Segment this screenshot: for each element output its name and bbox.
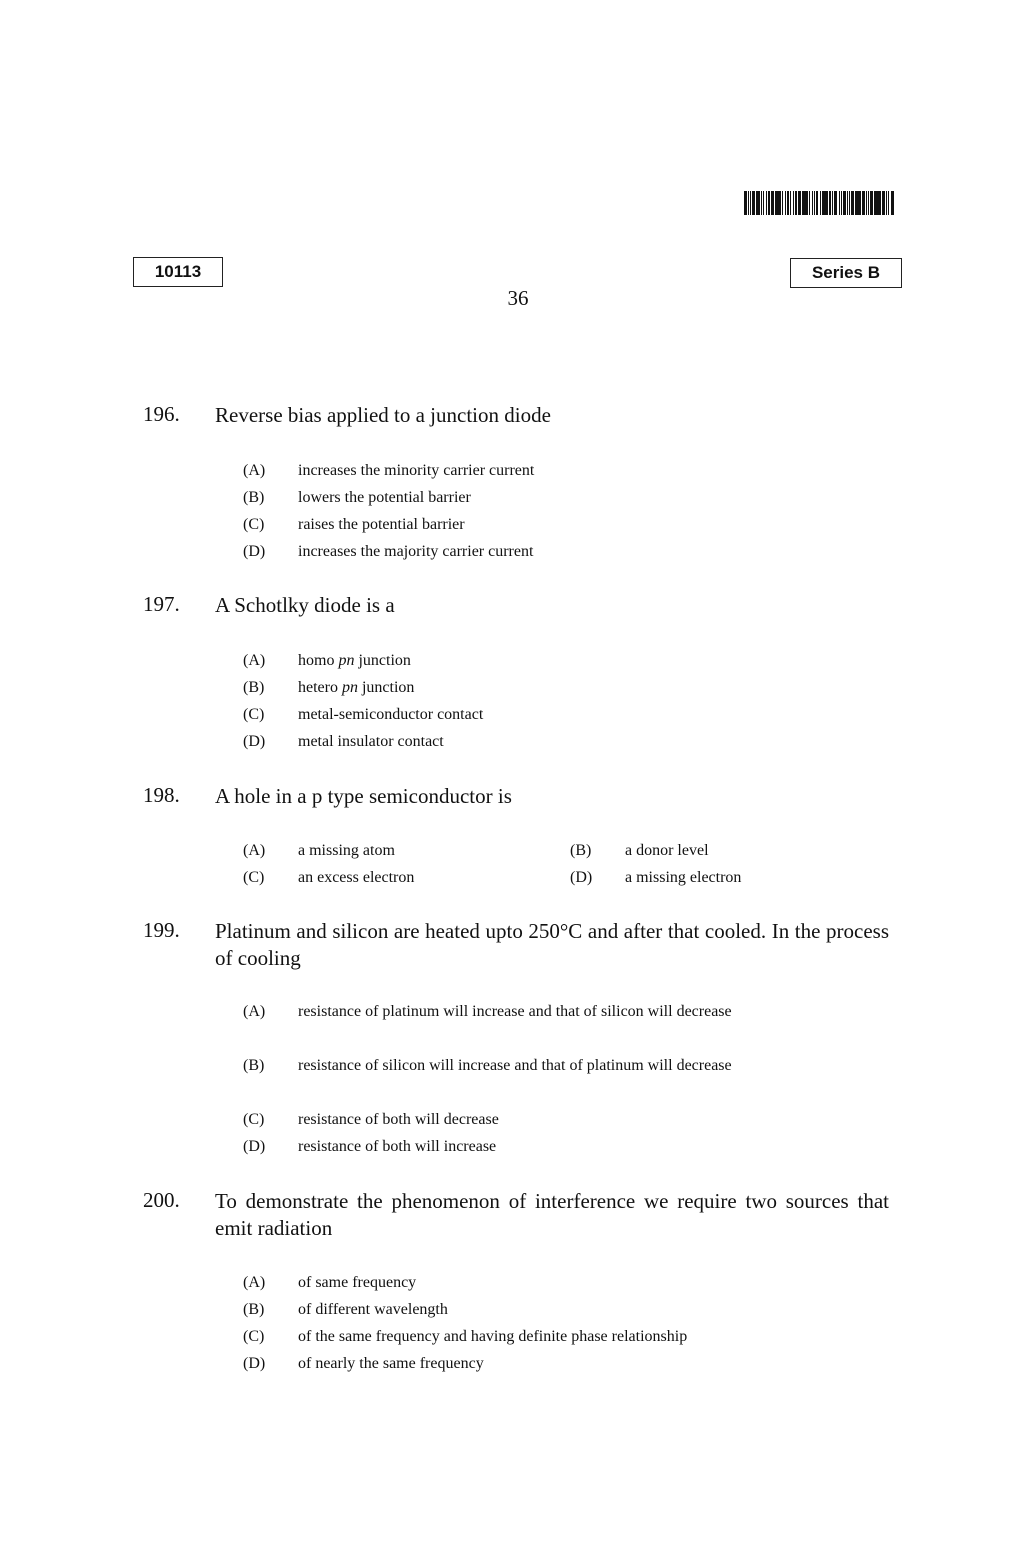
question-number: 197. xyxy=(143,592,180,616)
option-label: (A) xyxy=(243,462,266,479)
barcode-bar xyxy=(809,191,810,215)
barcode-bar xyxy=(787,191,790,215)
option-text: increases the minority carrier current xyxy=(298,462,535,479)
barcode-bar xyxy=(822,191,825,215)
option-text: resistance of both will increase xyxy=(298,1138,497,1155)
option-label: (D) xyxy=(243,543,266,560)
option-text: of the same frequency and having definite phase relationship xyxy=(298,1328,688,1345)
option-text: resistance of silicon will increase and that of platinum will decrease xyxy=(298,1057,732,1074)
option-text: lowers the potential barrier xyxy=(298,489,471,506)
option-text-italic: pn xyxy=(341,679,358,696)
question-text: To demonstrate the phenomenon of interference we require two sources that emit radiation xyxy=(215,1189,889,1240)
option-text: raises the potential barrier xyxy=(298,516,465,533)
barcode-bar xyxy=(878,191,881,215)
option-text xyxy=(298,674,414,701)
barcode-bar xyxy=(756,191,760,215)
option-text: of nearly the same frequency xyxy=(298,1355,484,1372)
option-text: metal insulator contact xyxy=(298,733,444,750)
option-label: (B) xyxy=(243,1057,265,1074)
barcode-bar xyxy=(777,191,781,215)
option-label: (C) xyxy=(243,516,265,533)
option-label: (D) xyxy=(570,869,593,886)
barcode-bar xyxy=(768,191,771,215)
option-text: resistance of platinum will increase and that of silicon will decrease xyxy=(298,1003,732,1020)
option-text-before: homo xyxy=(298,652,339,669)
barcode-bar xyxy=(816,191,819,215)
barcode-bar xyxy=(857,191,861,215)
option-label: (C) xyxy=(243,869,265,886)
question-number: 198. xyxy=(143,783,180,807)
option-text: a donor level xyxy=(625,842,709,859)
barcode-bar xyxy=(891,191,895,215)
option-text: of same frequency xyxy=(298,1274,417,1291)
question-text: Platinum and silicon are heated upto 250°C and after that cooled. In the process of cooling xyxy=(215,919,889,970)
option-text: metal-semiconductor contact xyxy=(298,706,484,723)
barcode-bar xyxy=(763,191,764,215)
option-label: (B) xyxy=(243,1301,265,1318)
option-text: resistance of both will decrease xyxy=(298,1111,499,1128)
barcode-bar xyxy=(834,191,838,215)
barcode-bar xyxy=(882,191,885,215)
question-number: 199. xyxy=(143,918,180,942)
question-number: 200. xyxy=(143,1188,180,1212)
question-text: A hole in a p type semiconductor is xyxy=(215,784,512,808)
page-number: 36 xyxy=(507,286,529,310)
option-text: increases the majority carrier current xyxy=(298,543,534,560)
barcode-bar xyxy=(862,191,865,215)
option-text-after: junction xyxy=(357,679,415,696)
question-number: 196. xyxy=(143,402,180,426)
option-text-before: hetero xyxy=(298,679,342,696)
question-text: Reverse bias applied to a junction diode xyxy=(215,403,551,427)
option-label: (C) xyxy=(243,1328,265,1345)
barcode-bar xyxy=(825,191,828,215)
option-label: (B) xyxy=(243,489,265,506)
option-label: (A) xyxy=(243,1003,266,1020)
option-text xyxy=(298,647,411,674)
barcode-bar xyxy=(804,191,808,215)
barcode-bar xyxy=(795,191,798,215)
barcode-bar xyxy=(888,191,889,215)
barcode-bar xyxy=(744,191,747,215)
barcode-bar xyxy=(782,191,783,215)
paper-code-box: 10113 xyxy=(133,257,223,287)
barcode-bar xyxy=(798,191,801,215)
barcode-bar xyxy=(843,191,846,215)
option-label: (D) xyxy=(243,1138,266,1155)
barcode-bar xyxy=(851,191,854,215)
option-text: a missing atom xyxy=(298,842,395,859)
barcode-bar xyxy=(771,191,774,215)
series-box: Series B xyxy=(790,258,902,288)
option-text: a missing electron xyxy=(625,869,742,886)
option-text: an excess electron xyxy=(298,869,415,886)
option-label: (C) xyxy=(243,1111,265,1128)
barcode-bar xyxy=(870,191,873,215)
barcode-bar xyxy=(752,191,755,215)
option-label: (B) xyxy=(570,842,592,859)
option-text: of different wavelength xyxy=(298,1301,448,1318)
option-label: (D) xyxy=(243,1355,266,1372)
option-text-after: junction xyxy=(354,652,411,669)
option-label: (C) xyxy=(243,706,265,723)
option-label: (D) xyxy=(243,733,266,750)
barcode-icon xyxy=(744,191,904,215)
option-text-italic: pn xyxy=(338,652,355,669)
option-label: (A) xyxy=(243,842,266,859)
option-label: (A) xyxy=(243,1274,266,1291)
barcode-bar xyxy=(790,191,791,215)
option-label: (B) xyxy=(243,679,265,696)
question-text: A Schotlky diode is a xyxy=(215,593,395,617)
option-label: (A) xyxy=(243,652,266,669)
